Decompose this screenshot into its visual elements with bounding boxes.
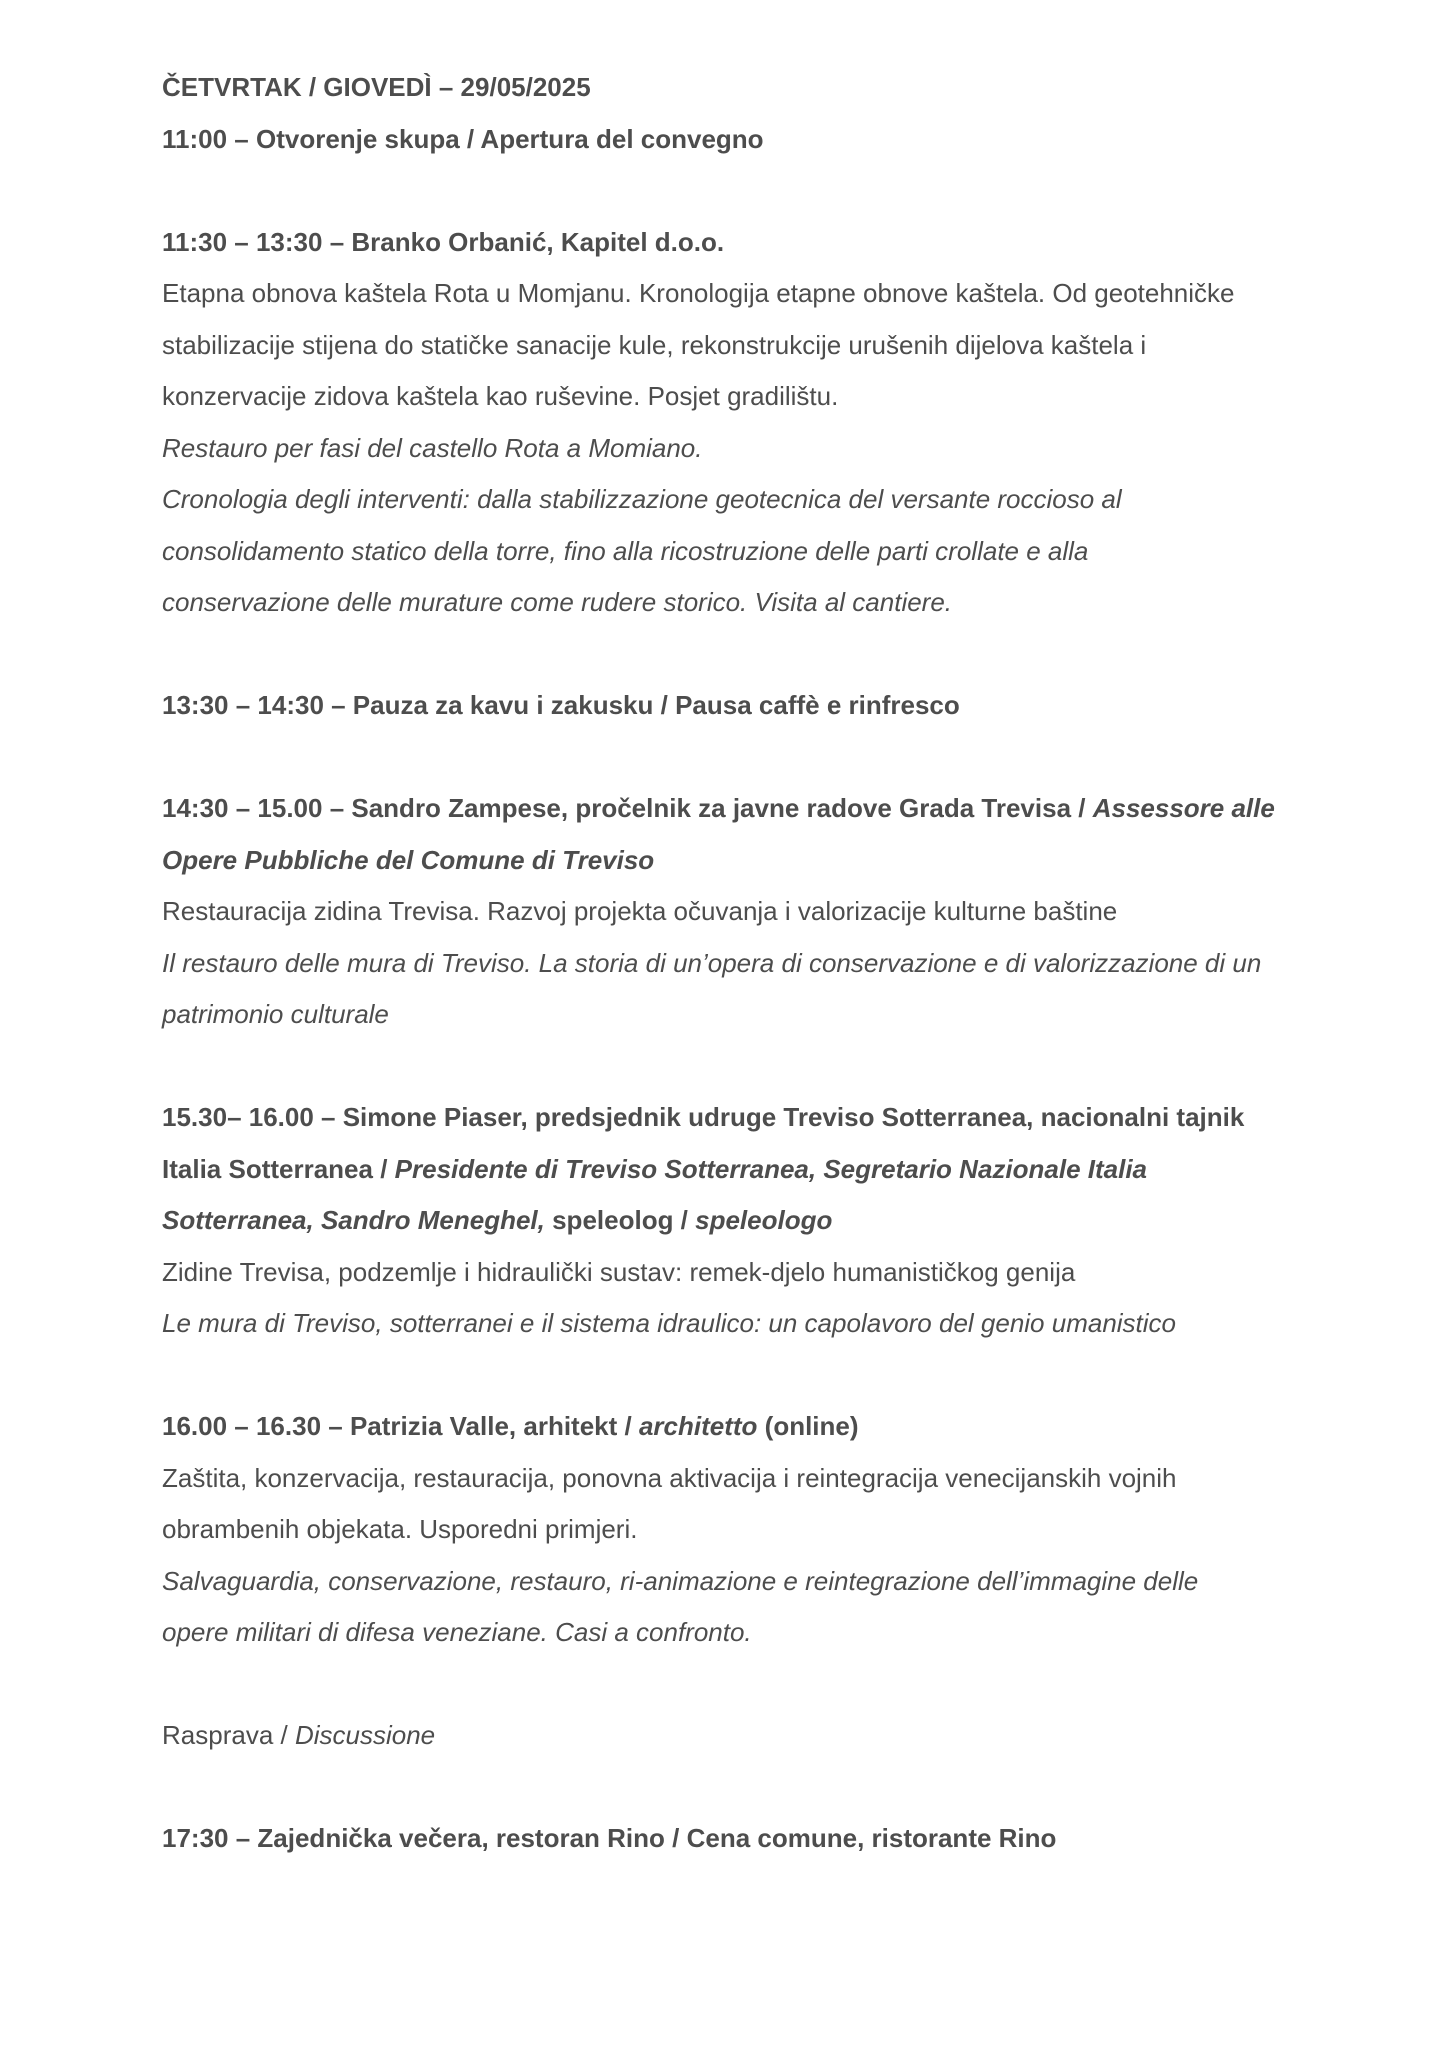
- discussion-it: Discussione: [294, 1720, 436, 1750]
- description-hr-line: stabilizacije stijena do statičke sanacije kule, rekonstrukcije urušenih dijelova kaštela i: [162, 329, 1147, 360]
- spacer: [162, 1762, 1312, 1814]
- session-heading: [162, 783, 1312, 835]
- session-zampese: [162, 783, 1312, 1041]
- spacer: [162, 1041, 1312, 1093]
- heading-text: 14:30 – 15.00 – Sandro Zampese, pročelnik za javne radove Grada Trevisa /: [162, 793, 1093, 823]
- heading-text: (online): [757, 1411, 859, 1441]
- description-it-line: conservazione delle murature come rudere storico. Visita al cantiere.: [162, 587, 953, 617]
- spacer: [162, 1350, 1312, 1402]
- session-orbanic: [162, 217, 1312, 629]
- description-it-line: consolidamento statico della torre, fino alla ricostruzione delle parti crollate e alla: [162, 535, 1089, 566]
- description-it-line: Salvaguardia, conservazione, restauro, ri-animazione e reintegrazione dell’immagine delle: [162, 1565, 1199, 1596]
- discussion-item: [162, 1710, 1312, 1762]
- description-hr-line: Zaštita, konzervacija, restauracija, ponovna aktivacija i reintegracija venecijanskih vojnih: [162, 1462, 1177, 1493]
- coffee-break-item: 13:30 – 14:30 – Pauza za kavu i zakusku / Pausa caffè e rinfresco: [162, 690, 960, 720]
- description-it-line: patrimonio culturale: [162, 999, 389, 1029]
- description-it-line: Restauro per fasi del castello Rota a Momiano.: [162, 432, 703, 463]
- description-hr-line: obrambenih objekata. Usporedni primjeri.: [162, 1514, 638, 1544]
- description-hr-line: konzervacije zidova kaštela kao ruševine. Posjet gradilištu.: [162, 381, 839, 411]
- spacer: [162, 732, 1312, 784]
- spacer: [162, 1659, 1312, 1711]
- description-hr-line: Restauracija zidina Trevisa. Razvoj projekta očuvanja i valorizacije kulturne baštine: [162, 896, 1118, 926]
- heading-text: 16.00 – 16.30 – Patrizia Valle, arhitekt /: [162, 1411, 639, 1441]
- heading-italic-text: Assessore alle: [1092, 793, 1275, 823]
- description-hr-line: Zidine Trevisa, podzemlje i hidraulički sustav: remek-djelo humanističkog genija: [162, 1256, 1076, 1287]
- description-hr-line: Etapna obnova kaštela Rota u Momjanu. Kronologija etapne obnove kaštela. Od geotehničke: [162, 278, 1235, 308]
- discussion-hr: Rasprava /: [162, 1720, 295, 1750]
- heading-italic-text: architetto: [638, 1411, 758, 1441]
- opening-item: 11:00 – Otvorenje skupa / Apertura del convegno: [162, 123, 764, 154]
- session-heading: 11:30 – 13:30 – Branko Orbanić, Kapitel d.o.o.: [162, 226, 725, 257]
- heading-text: Italia Sotterranea /: [162, 1153, 395, 1184]
- day-heading: ČETVRTAK / GIOVEDÌ – 29/05/2025: [162, 72, 591, 102]
- spacer: [162, 629, 1312, 681]
- session-heading-cont: Opere Pubbliche del Comune di Treviso: [162, 844, 655, 875]
- session-heading-cont: [162, 1144, 1312, 1196]
- program-page: [162, 62, 1312, 1865]
- heading-text: speleolog /: [544, 1205, 696, 1235]
- session-heading-cont: [162, 1195, 1312, 1247]
- session-heading: [162, 1401, 1312, 1453]
- description-it-line: Le mura di Treviso, sotterranei e il sistema idraulico: un capolavoro del genio umanistico: [162, 1308, 1177, 1338]
- session-heading: 15.30– 16.00 – Simone Piaser, predsjednik udruge Treviso Sotterranea, nacionalni tajnik: [162, 1102, 1245, 1132]
- description-it-line: opere militari di difesa veneziane. Casi a confronto.: [162, 1617, 752, 1647]
- description-it-line: Il restauro delle mura di Treviso. La storia di un’opera di conservazione e di valorizzazione di un: [162, 947, 1262, 978]
- heading-italic-text: speleologo: [695, 1205, 833, 1235]
- dinner-item: 17:30 – Zajednička večera, restoran Rino / Cena comune, ristorante Rino: [162, 1823, 1057, 1853]
- heading-italic-text: Sotterranea, Sandro Meneghel,: [162, 1205, 545, 1235]
- session-piaser: [162, 1092, 1312, 1350]
- session-valle: [162, 1401, 1312, 1659]
- spacer: [162, 165, 1312, 217]
- description-it-line: Cronologia degli interventi: dalla stabilizzazione geotecnica del versante roccioso al: [162, 484, 1122, 514]
- heading-italic-text: Presidente di Treviso Sotterranea, Segretario Nazionale Italia: [394, 1153, 1148, 1184]
